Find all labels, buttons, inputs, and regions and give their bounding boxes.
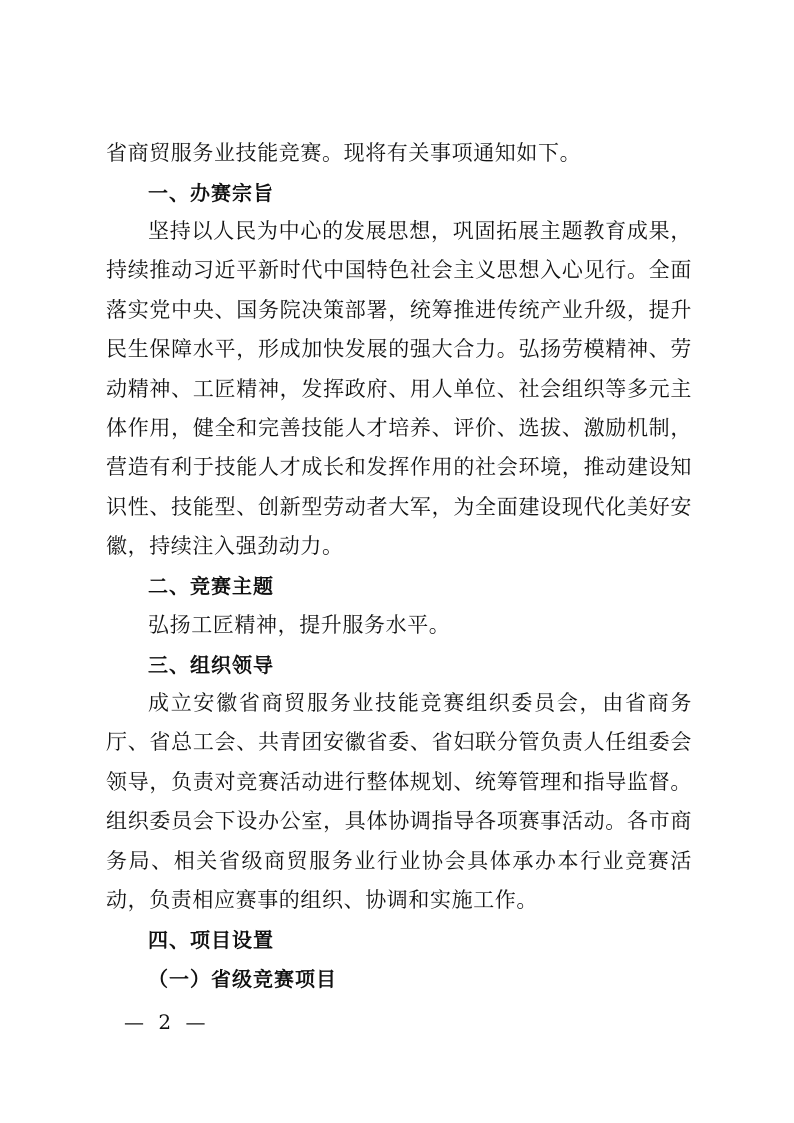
subsection-heading-provincial: （一）省级竞赛项目	[148, 967, 337, 991]
section-body-theme: 弘扬工匠精神，提升服务水平。	[148, 613, 451, 637]
page-number: — 2 —	[124, 1010, 210, 1034]
intro-paragraph: 省商贸服务业技能竞赛。现将有关事项通知如下。	[106, 141, 582, 165]
section-heading-purpose: 一、办赛宗旨	[148, 181, 274, 205]
section-body-leadership: 成立安徽省商贸服务业技能竞赛组织委员会，由省商务厅、省总工会、共青团安徽省委、省妇联分管负责人任组委会领导，负责对竞赛活动进行整体规划、统筹管理和指导监督。组织委员会下设办公室，具体协调指导各项赛事活动。各市商务局、相关省级商贸服务业行业协会具体承办本行业竞赛活动，负责相应赛事的组织、协调和实施工作。	[106, 691, 692, 913]
section-heading-projects: 四、项目设置	[148, 928, 274, 952]
section-body-purpose: 坚持以人民为中心的发展思想，巩固拓展主题教育成果，持续推动习近平新时代中国特色社会主义思想入心见行。全面落实党中央、国务院决策部署，统筹推进传统产业升级，提升民生保障水平，形成加快发展的强大合力。弘扬劳模精神、劳动精神、工匠精神，发挥政府、用人单位、社会组织等多元主体作用，健全和完善技能人才培养、评价、选拔、激励机制，营造有利于技能人才成长和发挥作用的社会环境，推动建设知识性、技能型、创新型劳动者大军，为全面建设现代化美好安徽，持续注入强劲动力。	[106, 219, 692, 559]
section-heading-theme: 二、竞赛主题	[148, 574, 274, 598]
section-heading-leadership: 三、组织领导	[148, 653, 274, 677]
